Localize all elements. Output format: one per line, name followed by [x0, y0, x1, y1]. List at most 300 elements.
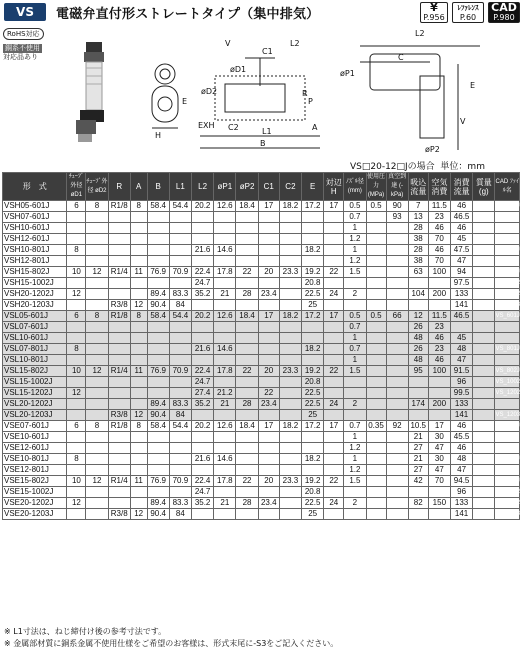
cell-d1 — [67, 399, 86, 410]
cell-P2 — [236, 388, 258, 399]
cell-f2: 23 — [428, 344, 450, 355]
cell-B — [147, 256, 169, 267]
model-cell: VSL07-601J — [3, 322, 67, 333]
cell-w2 — [473, 300, 495, 311]
cell-pr — [366, 476, 386, 487]
cell-C2: 18.2 — [279, 201, 301, 212]
cell-w: 97.5 — [450, 278, 472, 289]
cell-f2: 47 — [428, 465, 450, 476]
cell-H: 17 — [324, 311, 344, 322]
cell-P2: 18.4 — [236, 201, 258, 212]
cell-P1: 17.8 — [214, 366, 236, 377]
cell-C1 — [258, 432, 279, 443]
model-cell: VSH07-601J — [3, 212, 67, 223]
cell-d1: 6 — [67, 421, 86, 432]
cell-L1 — [169, 344, 191, 355]
label-b: B — [260, 139, 266, 148]
cell-B — [147, 212, 169, 223]
cell-P2 — [236, 344, 258, 355]
table-row — [3, 366, 520, 377]
cell-L2 — [191, 333, 213, 344]
cell-E: 22.5 — [302, 388, 324, 399]
cell-C2 — [279, 388, 301, 399]
cell-A: 11 — [130, 476, 147, 487]
cell-L1 — [169, 355, 191, 366]
cell-f1: 28 — [408, 245, 428, 256]
cell-R — [108, 256, 130, 267]
cell-noz — [344, 487, 366, 498]
cell-L1: 84 — [169, 410, 191, 421]
cell-d1: 12 — [67, 388, 86, 399]
cell-B: 58.4 — [147, 201, 169, 212]
model-cell: VSH12-801J — [3, 256, 67, 267]
cell-d1: 12 — [67, 289, 86, 300]
cell-P1: 17.8 — [214, 267, 236, 278]
cell-vac — [386, 443, 408, 454]
cell-L2: 24.7 — [191, 278, 213, 289]
cell-w: 47 — [450, 465, 472, 476]
table-row — [3, 322, 520, 333]
cell-d2: 12 — [86, 366, 108, 377]
cell-w2 — [473, 377, 495, 388]
cell-H: 17 — [324, 421, 344, 432]
table-row — [3, 289, 520, 300]
cell-pr — [366, 509, 386, 520]
cell-A — [130, 377, 147, 388]
cell-pr — [366, 410, 386, 421]
cell-w: 133 — [450, 399, 472, 410]
cell-A — [130, 487, 147, 498]
cell-H — [324, 234, 344, 245]
cell-f1: 48 — [408, 333, 428, 344]
model-cell: VSH10-601J — [3, 223, 67, 234]
cell-C1: 23.4 — [258, 399, 279, 410]
cell-d1: 6 — [67, 201, 86, 212]
cell-vac — [386, 333, 408, 344]
cell-d2: 8 — [86, 311, 108, 322]
cell-L2: 27.4 — [191, 388, 213, 399]
spec-table — [2, 172, 523, 520]
cell-f1: 7 — [408, 201, 428, 212]
cell-B: 76.9 — [147, 476, 169, 487]
table-row — [3, 509, 520, 520]
cell-f2: 30 — [428, 432, 450, 443]
cell-P2 — [236, 223, 258, 234]
cell-A — [130, 388, 147, 399]
cell-L2 — [191, 212, 213, 223]
cell-H — [324, 333, 344, 344]
model-cell: VSL15-1002J — [3, 377, 67, 388]
table-row — [3, 498, 520, 509]
page-header — [0, 0, 522, 24]
table-header-cell: ﾁｭｰﾌﾞ外径 øD1 — [67, 173, 86, 201]
cell-f1: 38 — [408, 234, 428, 245]
cell-d2 — [86, 245, 108, 256]
cell-cad: VS_601J — [495, 421, 520, 432]
cell-f2: 46 — [428, 355, 450, 366]
cell-A: 11 — [130, 366, 147, 377]
cell-E: 17.2 — [302, 311, 324, 322]
cell-H — [324, 344, 344, 355]
cell-C1 — [258, 465, 279, 476]
cell-vac — [386, 465, 408, 476]
cell-R — [108, 498, 130, 509]
cell-f2: 100 — [428, 267, 450, 278]
cell-f2: 200 — [428, 399, 450, 410]
cell-f1: 28 — [408, 223, 428, 234]
label-p: P — [308, 97, 313, 106]
cell-f1: 42 — [408, 476, 428, 487]
cell-d2 — [86, 443, 108, 454]
cell-d1: 8 — [67, 344, 86, 355]
cell-L2: 20.2 — [191, 311, 213, 322]
cell-d2 — [86, 278, 108, 289]
cell-w2 — [473, 421, 495, 432]
cell-E — [302, 212, 324, 223]
cell-w: 141 — [450, 509, 472, 520]
cell-cad — [495, 399, 520, 410]
cell-H — [324, 355, 344, 366]
cell-L2 — [191, 355, 213, 366]
cell-R — [108, 399, 130, 410]
cell-d1 — [67, 509, 86, 520]
table-row — [3, 300, 520, 311]
cell-B — [147, 432, 169, 443]
cell-noz: 1.2 — [344, 465, 366, 476]
cell-A: 12 — [130, 300, 147, 311]
cell-f1 — [408, 377, 428, 388]
table-header-cell: 形 式 — [3, 173, 67, 201]
cell-P1 — [214, 234, 236, 245]
cell-R: R3/8 — [108, 410, 130, 421]
cell-cad — [495, 432, 520, 443]
cell-f1 — [408, 300, 428, 311]
cell-cad: VS_1202J — [495, 498, 520, 509]
table-row — [3, 267, 520, 278]
cell-C2 — [279, 212, 301, 223]
cell-E — [302, 322, 324, 333]
cell-E: 20.8 — [302, 278, 324, 289]
cell-noz: 1 — [344, 223, 366, 234]
table-row — [3, 399, 520, 410]
cell-noz: 2 — [344, 399, 366, 410]
cell-vac — [386, 432, 408, 443]
cell-d1: 10 — [67, 476, 86, 487]
cell-L2 — [191, 223, 213, 234]
cell-H — [324, 509, 344, 520]
cell-d2: 12 — [86, 267, 108, 278]
table-row — [3, 245, 520, 256]
cell-f1: 21 — [408, 454, 428, 465]
cell-H — [324, 300, 344, 311]
cell-C1: 17 — [258, 421, 279, 432]
cell-P2: 18.4 — [236, 421, 258, 432]
cell-noz: 1 — [344, 355, 366, 366]
cell-E: 18.2 — [302, 245, 324, 256]
cell-d2: 8 — [86, 201, 108, 212]
cell-B — [147, 454, 169, 465]
cell-pr — [366, 278, 386, 289]
cell-A — [130, 432, 147, 443]
cell-pr: 0.35 — [366, 421, 386, 432]
cell-A — [130, 344, 147, 355]
cell-H: 22 — [324, 366, 344, 377]
cell-R — [108, 487, 130, 498]
cell-w2 — [473, 410, 495, 421]
cell-vac — [386, 399, 408, 410]
cell-cad: VS_802J — [495, 267, 520, 278]
cell-w2 — [473, 278, 495, 289]
cell-d2 — [86, 388, 108, 399]
cell-f2: 46 — [428, 223, 450, 234]
cell-H — [324, 278, 344, 289]
cell-C1: 23.4 — [258, 289, 279, 300]
cell-f1: 82 — [408, 498, 428, 509]
cell-E: 18.2 — [302, 344, 324, 355]
cell-A — [130, 322, 147, 333]
cell-L2 — [191, 509, 213, 520]
cell-d1 — [67, 377, 86, 388]
cell-C1 — [258, 454, 279, 465]
cell-P1 — [214, 322, 236, 333]
cell-C1 — [258, 355, 279, 366]
cell-vac — [386, 256, 408, 267]
cell-vac — [386, 289, 408, 300]
table-row — [3, 388, 520, 399]
cell-f2: 150 — [428, 498, 450, 509]
cell-A: 11 — [130, 267, 147, 278]
series-badge: VS — [4, 3, 46, 21]
cell-pr — [366, 245, 386, 256]
model-cell: VSE20-1202J — [3, 498, 67, 509]
cell-P2 — [236, 509, 258, 520]
cell-L2 — [191, 443, 213, 454]
cell-P1: 12.6 — [214, 421, 236, 432]
yen-icon[interactable]: ¥ P.956 — [420, 2, 448, 23]
cell-L2: 22.4 — [191, 476, 213, 487]
table-row — [3, 410, 520, 421]
cell-B: 58.4 — [147, 421, 169, 432]
cell-C2 — [279, 278, 301, 289]
cell-pr — [366, 487, 386, 498]
copper-free-badge: 銅系不使用 対応品あり — [3, 44, 40, 61]
cell-f1 — [408, 487, 428, 498]
cell-H — [324, 322, 344, 333]
cell-L2: 20.2 — [191, 201, 213, 212]
cell-P2: 22 — [236, 267, 258, 278]
label-l1: L1 — [262, 127, 272, 136]
cell-P1: 21.2 — [214, 388, 236, 399]
cell-pr — [366, 333, 386, 344]
cell-P1: 21 — [214, 498, 236, 509]
cell-L1 — [169, 212, 191, 223]
cell-C2 — [279, 289, 301, 300]
cell-f1: 174 — [408, 399, 428, 410]
label-c1: C1 — [262, 47, 273, 56]
cell-P1 — [214, 509, 236, 520]
cell-H: 17 — [324, 201, 344, 212]
cell-P2: 18.4 — [236, 311, 258, 322]
cell-w2 — [473, 388, 495, 399]
table-header-cell: C2 — [279, 173, 301, 201]
cell-f2 — [428, 509, 450, 520]
table-header-cell: R — [108, 173, 130, 201]
cell-R — [108, 245, 130, 256]
cell-C2 — [279, 399, 301, 410]
cell-f2: 70 — [428, 256, 450, 267]
reference-icon[interactable]: ﾚﾌｧﾚﾝｽ P.60 — [452, 2, 484, 23]
cell-H: 22 — [324, 476, 344, 487]
cell-f1: 13 — [408, 212, 428, 223]
model-cell: VSH05-601J — [3, 201, 67, 212]
cell-f1: 12 — [408, 311, 428, 322]
cell-B — [147, 223, 169, 234]
cell-C1: 20 — [258, 366, 279, 377]
table-row — [3, 344, 520, 355]
cell-cad: VS_601J — [495, 311, 520, 322]
cell-w: 48 — [450, 454, 472, 465]
cell-R — [108, 223, 130, 234]
table-header-cell: øP2 — [236, 173, 258, 201]
cell-cad: VS_801J — [495, 344, 520, 355]
cell-C1: 17 — [258, 201, 279, 212]
cell-E: 20.8 — [302, 487, 324, 498]
cell-P1 — [214, 256, 236, 267]
cell-f2 — [428, 377, 450, 388]
table-header-cell: B — [147, 173, 169, 201]
cell-f2: 47 — [428, 443, 450, 454]
cell-f1: 26 — [408, 322, 428, 333]
cell-B — [147, 388, 169, 399]
cell-f2: 100 — [428, 366, 450, 377]
cell-B: 89.4 — [147, 498, 169, 509]
cell-noz — [344, 300, 366, 311]
cell-C2 — [279, 465, 301, 476]
cell-d2 — [86, 465, 108, 476]
cell-L1 — [169, 245, 191, 256]
cell-vac — [386, 454, 408, 465]
cell-C2 — [279, 509, 301, 520]
cell-B: 90.4 — [147, 509, 169, 520]
cell-L1: 54.4 — [169, 311, 191, 322]
cell-R — [108, 278, 130, 289]
cell-d1 — [67, 212, 86, 223]
cell-d1 — [67, 278, 86, 289]
cell-d1: 10 — [67, 366, 86, 377]
cell-f1: 10.5 — [408, 421, 428, 432]
cell-A: 12 — [130, 410, 147, 421]
cell-E: 17.2 — [302, 421, 324, 432]
cell-L1 — [169, 377, 191, 388]
cell-L2: 22.4 — [191, 366, 213, 377]
cell-d1: 8 — [67, 454, 86, 465]
cell-cad — [495, 355, 520, 366]
cell-pr — [366, 377, 386, 388]
cell-noz: 0.7 — [344, 212, 366, 223]
cell-E: 22.5 — [302, 498, 324, 509]
cell-L2 — [191, 322, 213, 333]
cell-P1 — [214, 465, 236, 476]
cell-pr — [366, 322, 386, 333]
cell-d1 — [67, 256, 86, 267]
cell-w: 48 — [450, 344, 472, 355]
label-c2: C2 — [228, 123, 239, 132]
cell-C2: 18.2 — [279, 311, 301, 322]
cell-R — [108, 465, 130, 476]
cell-A: 8 — [130, 201, 147, 212]
cell-d1: 6 — [67, 311, 86, 322]
cell-B: 58.4 — [147, 311, 169, 322]
cell-f1: 27 — [408, 465, 428, 476]
cell-H — [324, 487, 344, 498]
cell-noz — [344, 410, 366, 421]
cell-cad — [495, 465, 520, 476]
cell-C1 — [258, 487, 279, 498]
cell-pr — [366, 256, 386, 267]
cell-B: 89.4 — [147, 399, 169, 410]
cell-H: 22 — [324, 267, 344, 278]
cell-B: 76.9 — [147, 267, 169, 278]
cell-P1: 17.8 — [214, 476, 236, 487]
cad-icon[interactable]: CAD P.980 — [488, 2, 520, 23]
cell-w2 — [473, 465, 495, 476]
cell-P2 — [236, 278, 258, 289]
cell-H: 24 — [324, 289, 344, 300]
footnote-2: ※ 金属部材質に銅系金属不使用仕様をご希望のお客様は、形式末尾に-S3をご記入ください。 — [4, 639, 339, 648]
cell-C1 — [258, 344, 279, 355]
cell-E — [302, 223, 324, 234]
cell-cad: VS_1202J — [495, 289, 520, 300]
cell-C2 — [279, 245, 301, 256]
cell-f1: 104 — [408, 289, 428, 300]
product-photo — [76, 42, 104, 142]
cell-pr — [366, 267, 386, 278]
cell-f1: 95 — [408, 366, 428, 377]
table-row — [3, 278, 520, 289]
cell-w: 46 — [450, 421, 472, 432]
label-e: E — [182, 97, 188, 106]
cell-P2: 28 — [236, 498, 258, 509]
cell-P2 — [236, 300, 258, 311]
cell-C1 — [258, 377, 279, 388]
model-cell: VSL15-1202J — [3, 388, 67, 399]
table-row — [3, 465, 520, 476]
cell-P1 — [214, 410, 236, 421]
cell-d2 — [86, 234, 108, 245]
cell-R — [108, 377, 130, 388]
cell-P2 — [236, 333, 258, 344]
cell-B — [147, 487, 169, 498]
cell-P1 — [214, 487, 236, 498]
cell-E: 20.8 — [302, 377, 324, 388]
cell-P2 — [236, 256, 258, 267]
cell-P1 — [214, 355, 236, 366]
cell-f1: 27 — [408, 443, 428, 454]
cell-cad: VS_1002J — [495, 278, 520, 289]
model-cell: VSE10-801J — [3, 454, 67, 465]
cell-noz: 0.7 — [344, 421, 366, 432]
cell-vac — [386, 476, 408, 487]
cell-H — [324, 432, 344, 443]
cell-C1 — [258, 234, 279, 245]
cell-L1: 83.3 — [169, 498, 191, 509]
cell-cad — [495, 212, 520, 223]
model-cell: VSE15-1002J — [3, 487, 67, 498]
cell-E: 25 — [302, 300, 324, 311]
cell-w: 46.5 — [450, 311, 472, 322]
cell-P2 — [236, 234, 258, 245]
cell-pr — [366, 454, 386, 465]
